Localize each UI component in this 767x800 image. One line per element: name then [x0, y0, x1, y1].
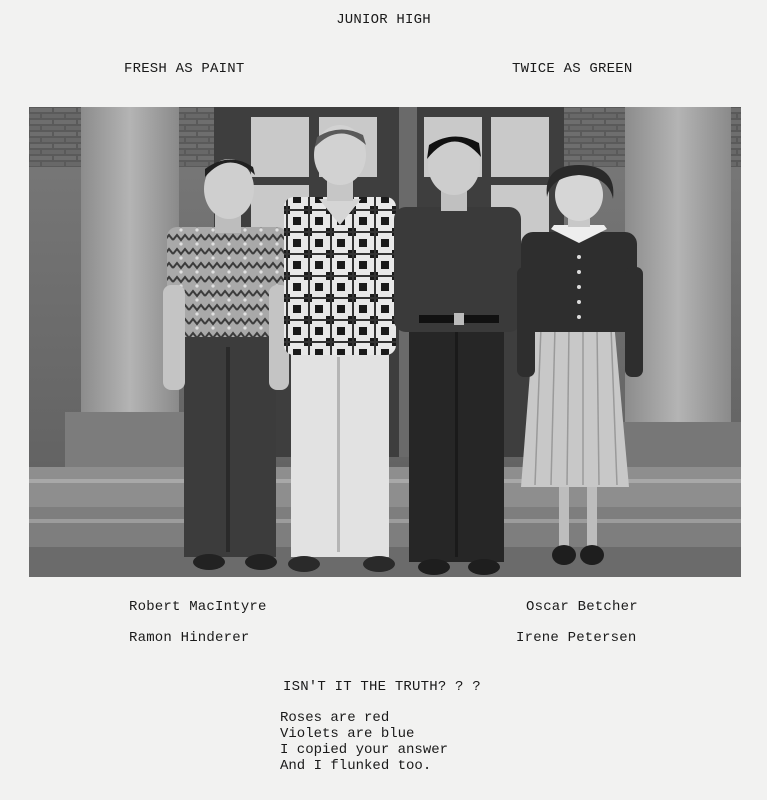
poem-line: Violets are blue	[280, 726, 415, 742]
poem-line: I copied your answer	[280, 742, 449, 758]
poem	[280, 710, 448, 774]
name-left-bottom: Ramon Hinderer	[129, 630, 250, 646]
page-heading: JUNIOR HIGH	[336, 12, 431, 28]
poem-title: ISN'T IT THE TRUTH? ? ?	[283, 679, 481, 695]
name-left-top: Robert MacIntyre	[129, 599, 267, 615]
caption-right: TWICE AS GREEN	[512, 61, 633, 77]
name-right-top: Oscar Betcher	[526, 599, 638, 615]
caption-left: FRESH AS PAINT	[124, 61, 245, 77]
name-right-bottom: Irene Petersen	[516, 630, 637, 646]
poem-line: And I flunked too.	[280, 758, 432, 774]
group-photo	[29, 107, 741, 577]
poem-line: Roses are red	[280, 710, 390, 726]
